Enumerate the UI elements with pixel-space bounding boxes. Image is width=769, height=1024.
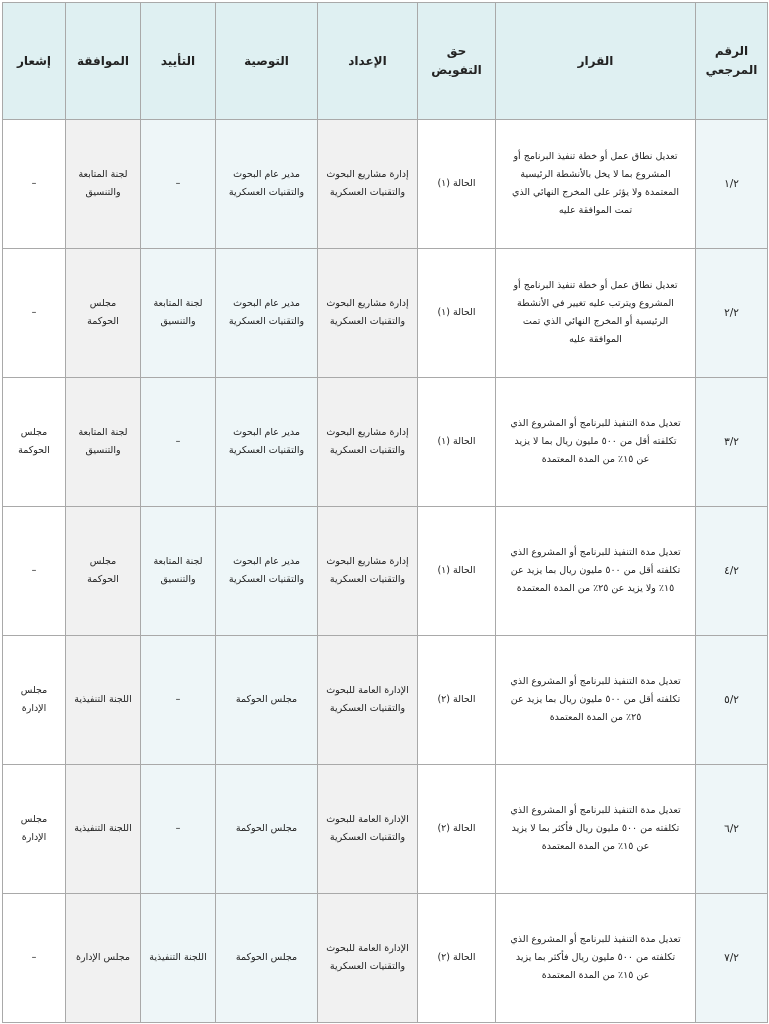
header-notification: إشعار [3,3,66,120]
preparation-cell: الإدارة العامة للبحوث والتقنيات العسكرية [318,636,418,765]
notification-cell: – [3,894,66,1023]
header-preparation: الإعداد [318,3,418,120]
ref-cell: ١/٢ [696,120,768,249]
authority-cell: الحالة (٢) [418,765,496,894]
recommendation-cell: مدير عام البحوث والتقنيات العسكرية [216,249,318,378]
authority-cell: الحالة (١) [418,378,496,507]
authority-cell: الحالة (١) [418,507,496,636]
notification-cell: مجلس الإدارة [3,765,66,894]
table-row [3,894,768,1023]
decision-cell: تعديل نطاق عمل أو خطة تنفيذ البرنامج أو المشروع بما لا يخل بالأنشطة الرئيسية المعتمدة ولا يؤثر على المخرج النهائي الذي تمت الموافقة عليه [496,120,696,249]
decision-cell: تعديل مدة التنفيذ للبرنامج أو المشروع الذي تكلفته من ٥٠٠ مليون ريال فأكثر بما يزيد عن ١٥٪ من المدة المعتمدة [496,894,696,1023]
table-row [3,378,768,507]
recommendation-cell: مجلس الحوكمة [216,894,318,1023]
decision-cell: تعديل مدة التنفيذ للبرنامج أو المشروع الذي تكلفته أقل من ٥٠٠ مليون ريال بما يزيد عن ٢٥٪ من المدة المعتمدة [496,636,696,765]
ref-cell: ٦/٢ [696,765,768,894]
confirmation-cell: – [141,765,216,894]
header-recommendation: التوصية [216,3,318,120]
decision-cell: تعديل مدة التنفيذ للبرنامج أو المشروع الذي تكلفته من ٥٠٠ مليون ريال فأكثر بما لا يزيد عن ١٥٪ من المدة المعتمدة [496,765,696,894]
recommendation-cell: مجلس الحوكمة [216,765,318,894]
approval-cell: اللجنة التنفيذية [66,765,141,894]
preparation-cell: إدارة مشاريع البحوث والتقنيات العسكرية [318,120,418,249]
header-decision: القرار [496,3,696,120]
table-row [3,249,768,378]
table-row [3,507,768,636]
authority-cell: الحالة (٢) [418,894,496,1023]
recommendation-cell: مجلس الحوكمة [216,636,318,765]
preparation-cell: إدارة مشاريع البحوث والتقنيات العسكرية [318,507,418,636]
notification-cell: – [3,249,66,378]
confirmation-cell: لجنة المتابعة والتنسيق [141,507,216,636]
decision-cell: تعديل نطاق عمل أو خطة تنفيذ البرنامج أو المشروع ويترتب عليه تغيير في الأنشطة الرئيسية أو المخرج النهائي الذي تمت الموافقة عليه [496,249,696,378]
ref-cell: ٥/٢ [696,636,768,765]
confirmation-cell: لجنة المتابعة والتنسيق [141,249,216,378]
ref-cell: ٣/٢ [696,378,768,507]
approval-cell: مجلس الحوكمة [66,249,141,378]
approval-cell: اللجنة التنفيذية [66,636,141,765]
authority-cell: الحالة (١) [418,120,496,249]
header-row [3,3,768,120]
delegation-matrix-page [2,2,767,1022]
preparation-cell: الإدارة العامة للبحوث والتقنيات العسكرية [318,765,418,894]
confirmation-cell: اللجنة التنفيذية [141,894,216,1023]
ref-cell: ٤/٢ [696,507,768,636]
table-row [3,120,768,249]
authority-cell: الحالة (٢) [418,636,496,765]
confirmation-cell: – [141,378,216,507]
header-approval: الموافقة [66,3,141,120]
recommendation-cell: مدير عام البحوث والتقنيات العسكرية [216,120,318,249]
delegation-matrix-table [2,2,768,1023]
authority-cell: الحالة (١) [418,249,496,378]
header-authority: حق التفويض [418,3,496,120]
table-row [3,636,768,765]
approval-cell: لجنة المتابعة والتنسيق [66,378,141,507]
ref-cell: ٧/٢ [696,894,768,1023]
preparation-cell: إدارة مشاريع البحوث والتقنيات العسكرية [318,378,418,507]
notification-cell: – [3,120,66,249]
confirmation-cell: – [141,636,216,765]
notification-cell: مجلس الإدارة [3,636,66,765]
confirmation-cell: – [141,120,216,249]
header-ref: الرقم المرجعي [696,3,768,120]
decision-cell: تعديل مدة التنفيذ للبرنامج أو المشروع الذي تكلفته أقل من ٥٠٠ مليون ريال بما لا يزيد عن ١٥٪ من المدة المعتمدة [496,378,696,507]
header-confirmation: التأييد [141,3,216,120]
preparation-cell: إدارة مشاريع البحوث والتقنيات العسكرية [318,249,418,378]
recommendation-cell: مدير عام البحوث والتقنيات العسكرية [216,378,318,507]
notification-cell: – [3,507,66,636]
recommendation-cell: مدير عام البحوث والتقنيات العسكرية [216,507,318,636]
decision-cell: تعديل مدة التنفيذ للبرنامج أو المشروع الذي تكلفته أقل من ٥٠٠ مليون ريال بما يزيد عن ١٥٪ ولا يزيد عن ٢٥٪ من المدة المعتمدة [496,507,696,636]
approval-cell: مجلس الحوكمة [66,507,141,636]
table-row [3,765,768,894]
approval-cell: لجنة المتابعة والتنسيق [66,120,141,249]
preparation-cell: الإدارة العامة للبحوث والتقنيات العسكرية [318,894,418,1023]
ref-cell: ٢/٢ [696,249,768,378]
approval-cell: مجلس الإدارة [66,894,141,1023]
notification-cell: مجلس الحوكمة [3,378,66,507]
